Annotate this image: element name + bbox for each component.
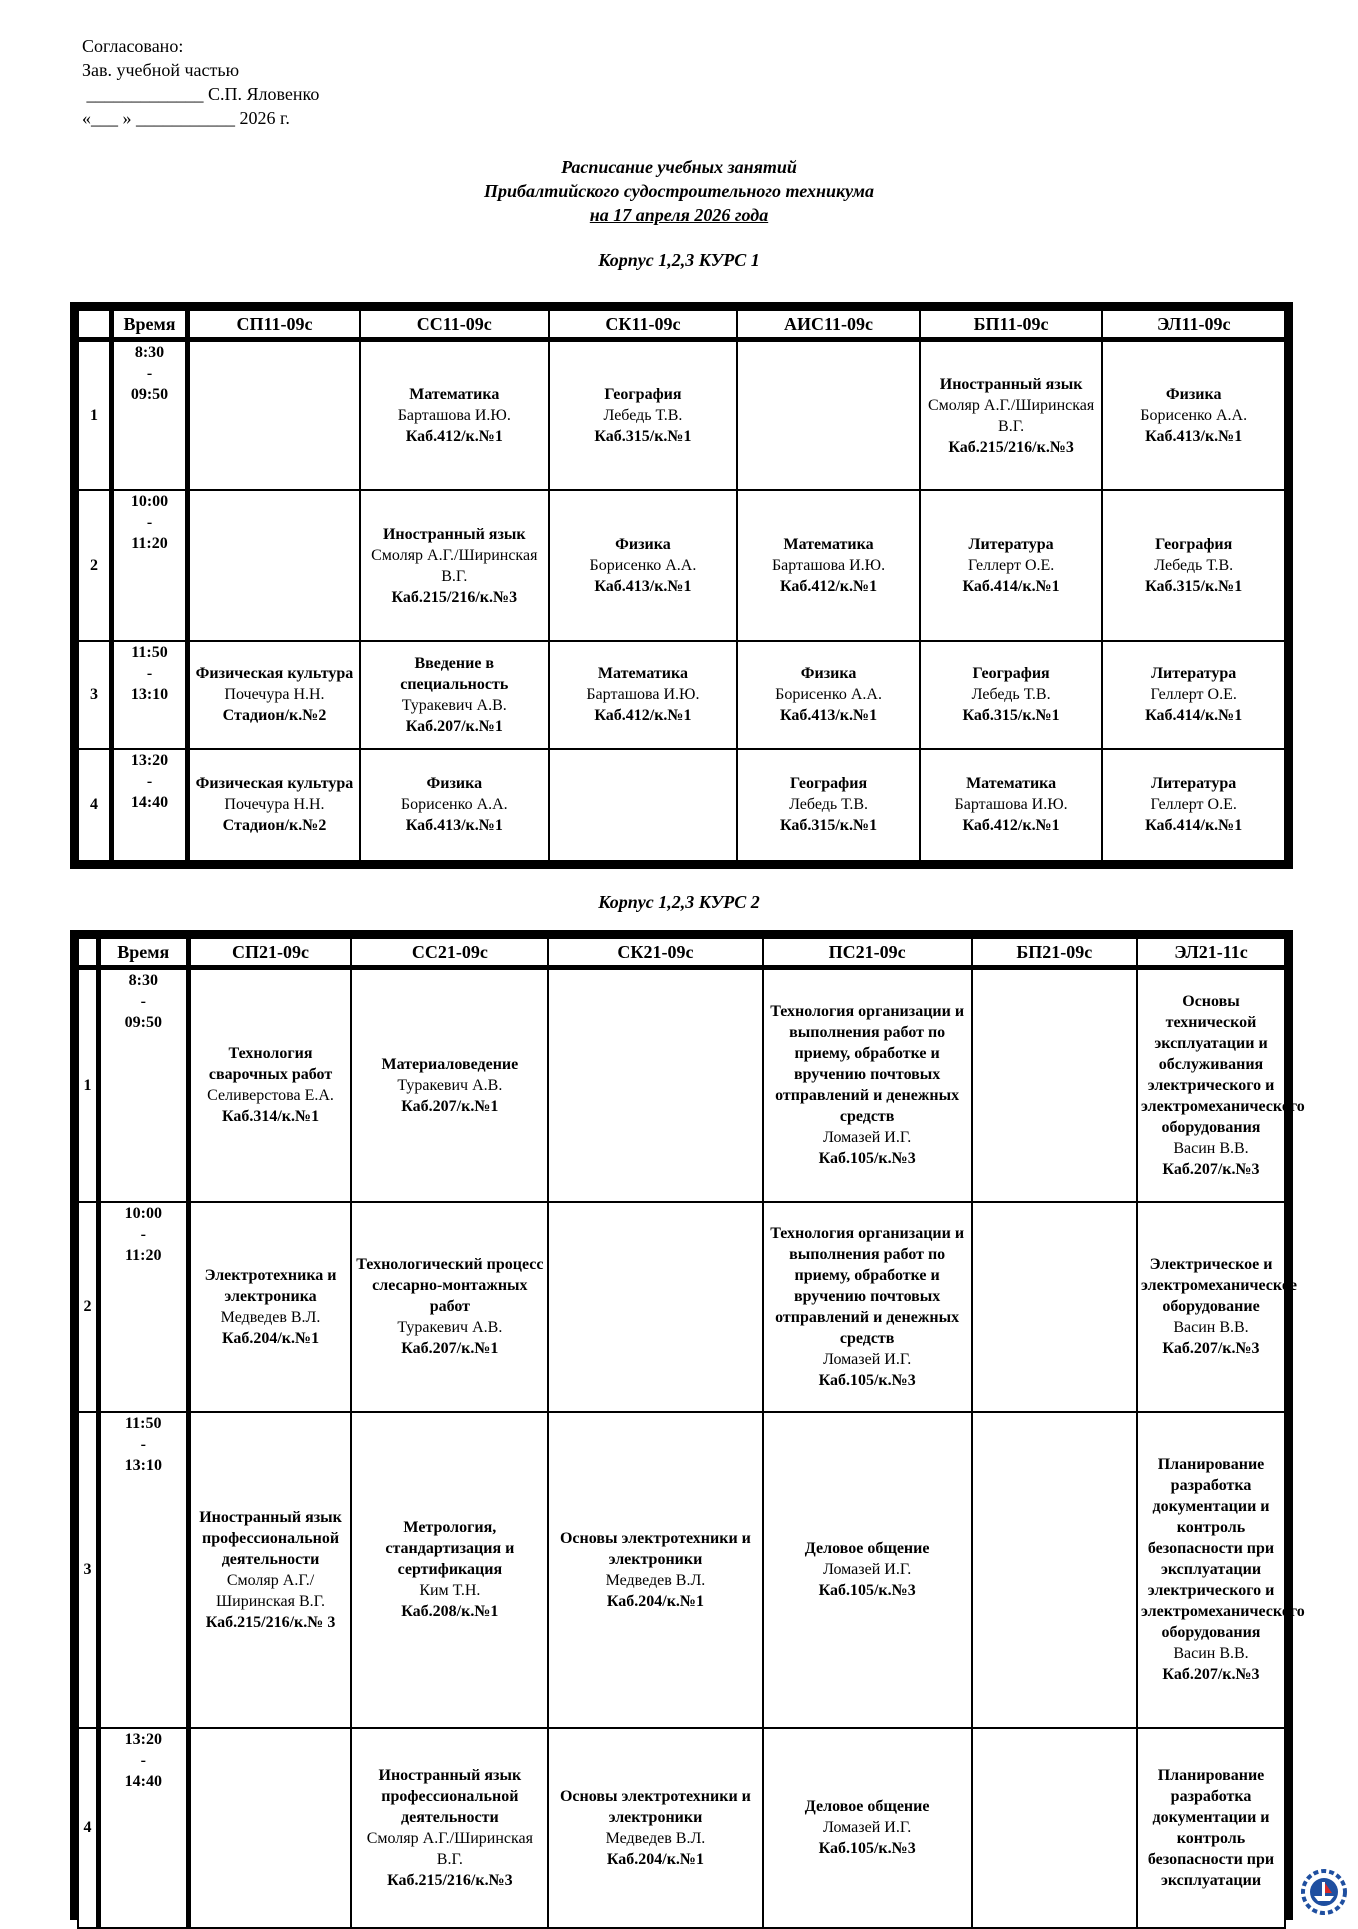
group-header: ЭЛ21-11с xyxy=(1137,938,1285,968)
time-separator: - xyxy=(146,514,153,532)
title-date: на 17 апреля 2026 года xyxy=(589,205,769,225)
subject-name: Физическая культура xyxy=(195,665,354,683)
approval-line: Согласовано: xyxy=(82,36,184,56)
group-header: БП11-09с xyxy=(920,310,1103,340)
teacher-name: Медведев В.Л. xyxy=(605,1571,706,1589)
teacher-name: Геллерт О.Е. xyxy=(967,557,1055,575)
lesson-number: 1 xyxy=(78,968,98,1202)
title-line: Расписание учебных занятий xyxy=(561,157,797,177)
subject-name: Планирование разработка документации и контроль безопасности при эксплуатации xyxy=(1147,1766,1275,1889)
lesson-number: 4 xyxy=(78,1728,98,1928)
time-start: 11:50 xyxy=(131,643,168,661)
lesson-number: 3 xyxy=(78,641,111,749)
subject-name: География xyxy=(1155,536,1233,554)
time-start: 13:20 xyxy=(124,1730,162,1748)
empty-cell xyxy=(548,968,762,1202)
lesson-number: 2 xyxy=(78,1202,98,1412)
time-start: 10:00 xyxy=(124,1204,162,1222)
course1-heading: Корпус 1,2,3 КУРС 1 xyxy=(598,250,760,270)
lesson-cell xyxy=(763,968,972,1202)
room-number: Стадион/к.№2 xyxy=(222,817,327,835)
subject-name: Основы электротехники и электроники xyxy=(559,1529,751,1568)
time-start: 8:30 xyxy=(134,344,165,361)
room-number: Каб.215/216/к.№3 xyxy=(387,1871,513,1889)
lesson-cell xyxy=(548,1412,762,1728)
lesson-cell xyxy=(920,749,1103,861)
lesson-cell xyxy=(188,1202,351,1412)
document-title xyxy=(0,155,1358,227)
room-number: Каб.413/к.№1 xyxy=(779,707,878,725)
lesson-cell xyxy=(1102,490,1285,641)
lesson-cell xyxy=(360,641,549,749)
lesson-cell xyxy=(351,1728,548,1928)
teacher-name: Смоляр А.Г./Ширинская В.Г. xyxy=(927,396,1095,435)
group-header: СП21-09с xyxy=(188,938,351,968)
lesson-cell xyxy=(351,1412,548,1728)
lesson-cell xyxy=(188,1412,351,1728)
lesson-time xyxy=(111,340,187,491)
subject-name: Физическая культура xyxy=(195,775,354,793)
lesson-cell xyxy=(360,749,549,861)
schedule-grid xyxy=(77,309,1286,862)
teacher-name: Лебедь Т.В. xyxy=(1154,557,1234,575)
teacher-name: Васин В.В. xyxy=(1173,1319,1249,1336)
room-number: Каб.207/к.№1 xyxy=(401,1340,499,1357)
lesson-cell xyxy=(548,1728,762,1928)
teacher-name: Смоляр А.Г./Ширинская В.Г. xyxy=(216,1571,326,1610)
approval-date-line: «___ » ___________ 2026 г. xyxy=(82,108,290,128)
lesson-cell xyxy=(360,490,549,641)
subject-name: Физика xyxy=(800,665,857,683)
lesson-cell xyxy=(351,968,548,1202)
lesson-cell xyxy=(1102,641,1285,749)
time-separator: - xyxy=(140,993,146,1010)
room-number: Каб.215/216/к.№3 xyxy=(391,588,518,606)
time-separator: - xyxy=(140,1751,146,1769)
subject-name: Материаловедение xyxy=(381,1055,519,1073)
room-number: Каб.215/216/к.№ 3 xyxy=(205,1613,336,1631)
course1-schedule-table xyxy=(70,302,1293,869)
room-number: Каб.413/к.№1 xyxy=(1145,428,1243,446)
lesson-cell xyxy=(360,340,549,491)
group-header: СК11-09с xyxy=(549,310,738,340)
empty-cell xyxy=(188,1728,351,1928)
subject-name: Математика xyxy=(409,386,500,404)
time-separator: - xyxy=(146,664,153,682)
time-end: 13:10 xyxy=(130,685,169,703)
subject-name: Литература xyxy=(968,536,1054,554)
time-start: 13:20 xyxy=(130,751,169,769)
subject-name: Математика xyxy=(597,665,688,683)
lesson-cell xyxy=(920,340,1103,491)
teacher-name: Туракевич А.В. xyxy=(397,1319,503,1336)
approval-line: Зав. учебной частью xyxy=(82,60,240,80)
lesson-time xyxy=(111,490,187,641)
approval-block xyxy=(82,34,319,130)
empty-cell xyxy=(737,340,920,491)
group-header: ЭЛ11-09с xyxy=(1102,310,1285,340)
lesson-cell xyxy=(1137,1728,1285,1928)
room-number: Каб.207/к.№3 xyxy=(1162,1340,1260,1357)
time-start: 8:30 xyxy=(128,972,158,989)
lesson-cell xyxy=(737,490,920,641)
subject-name: Технология сварочных работ xyxy=(208,1045,333,1084)
room-number: Каб.105/к.№3 xyxy=(818,1371,916,1389)
room-number: Каб.413/к.№1 xyxy=(405,817,503,835)
room-number: Каб.215/216/к.№3 xyxy=(948,438,1074,456)
room-number: Каб.315/к.№1 xyxy=(779,817,878,835)
room-number: Каб.204/к.№1 xyxy=(221,1329,320,1347)
empty-cell xyxy=(972,1412,1137,1728)
subject-name: Литература xyxy=(1151,775,1237,793)
lesson-row xyxy=(78,1202,1285,1412)
empty-cell xyxy=(972,1728,1137,1928)
lesson-cell xyxy=(188,641,360,749)
lesson-time xyxy=(98,1728,188,1928)
room-number: Каб.204/к.№1 xyxy=(606,1850,704,1868)
lesson-cell xyxy=(920,490,1103,641)
room-number: Каб.207/к.№1 xyxy=(405,717,503,735)
room-number: Каб.315/к.№1 xyxy=(962,707,1060,725)
lesson-time xyxy=(111,749,187,861)
header-time: Время xyxy=(98,938,188,968)
room-number: Каб.414/к.№1 xyxy=(962,578,1060,596)
empty-cell xyxy=(188,490,360,641)
room-number: Каб.412/к.№1 xyxy=(779,578,878,596)
time-start: 10:00 xyxy=(130,493,169,511)
teacher-name: Ким Т.Н. xyxy=(419,1582,481,1599)
subject-name: География xyxy=(604,386,682,404)
time-end: 14:40 xyxy=(124,1772,162,1790)
teacher-name: Ломазей И.Г. xyxy=(823,1129,912,1147)
subject-name: Иностранный язык xyxy=(382,525,526,543)
lesson-cell xyxy=(763,1728,972,1928)
lesson-cell xyxy=(351,1202,548,1412)
time-end: 09:50 xyxy=(124,1014,162,1031)
room-number: Каб.414/к.№1 xyxy=(1145,707,1243,725)
subject-name: Иностранный язык профессиональной деятельности xyxy=(199,1508,342,1568)
teacher-name: Барташова И.Ю. xyxy=(954,796,1068,814)
time-separator: - xyxy=(140,1435,146,1453)
empty-cell xyxy=(972,1202,1137,1412)
lesson-row xyxy=(78,1728,1285,1928)
lesson-time xyxy=(98,968,188,1202)
teacher-name: Ломазей И.Г. xyxy=(823,1819,912,1836)
group-header: СС11-09с xyxy=(360,310,549,340)
teacher-name: Барташова И.Ю. xyxy=(771,557,886,575)
room-number: Каб.412/к.№1 xyxy=(405,428,503,446)
subject-name: Метрология, стандартизация и сертификация xyxy=(385,1519,515,1578)
lesson-row xyxy=(78,641,1285,749)
lesson-cell xyxy=(188,749,360,861)
teacher-name: Медведев В.Л. xyxy=(220,1308,321,1326)
time-end: 13:10 xyxy=(124,1456,162,1474)
lesson-time xyxy=(98,1412,188,1728)
subject-name: Математика xyxy=(783,536,874,554)
teacher-name: Смоляр А.Г./Ширинская В.Г. xyxy=(371,546,538,585)
room-number: Каб.207/к.№1 xyxy=(401,1097,499,1115)
time-end: 14:40 xyxy=(130,793,169,811)
time-end: 09:50 xyxy=(130,386,169,403)
room-number: Каб.207/к.№3 xyxy=(1162,1666,1260,1683)
group-header: СС21-09с xyxy=(351,938,548,968)
lesson-cell xyxy=(1137,1202,1298,1412)
teacher-name: Ломазей И.Г. xyxy=(823,1350,912,1368)
college-logo-icon xyxy=(1300,1868,1348,1916)
lesson-number: 3 xyxy=(78,1412,98,1728)
header-time: Время xyxy=(111,310,187,340)
teacher-name: Геллерт О.Е. xyxy=(1150,796,1237,814)
teacher-name: Васин В.В. xyxy=(1173,1139,1249,1157)
group-header: СП11-09с xyxy=(188,310,360,340)
subject-name: Электрическое и электромеханическое оборудование xyxy=(1141,1256,1298,1315)
subject-name: Физика xyxy=(426,775,483,793)
title-line: Прибалтийского судостроительного техникума xyxy=(484,181,874,201)
subject-name: Технологический процесс слесарно-монтажных работ xyxy=(356,1256,544,1315)
subject-name: Основы электротехники и электроники xyxy=(559,1787,751,1826)
subject-name: Электротехника и электроника xyxy=(204,1266,337,1305)
subject-name: Технология организации и выполнения работ по приему, обработке и вручению почтовых отправлений и денежных средств xyxy=(770,1224,965,1347)
lesson-cell xyxy=(1137,968,1305,1202)
lesson-row xyxy=(78,749,1285,861)
room-number: Каб.105/к.№3 xyxy=(818,1150,916,1168)
teacher-name: Почечура Н.Н. xyxy=(224,796,325,814)
lesson-row xyxy=(78,490,1285,641)
subject-name: География xyxy=(789,775,868,793)
lesson-time xyxy=(111,641,187,749)
lesson-cell xyxy=(763,1202,972,1412)
room-number: Каб.105/к.№3 xyxy=(818,1582,916,1599)
lesson-cell xyxy=(1137,1412,1305,1728)
subject-name: Физика xyxy=(615,536,671,554)
subject-name: Технология организации и выполнения работ по приему, обработке и вручению почтовых отправлений и денежных средств xyxy=(770,1003,965,1126)
subject-name: Введение в специальность xyxy=(400,654,509,693)
room-number: Каб.412/к.№1 xyxy=(962,817,1060,835)
room-number: Каб.315/к.№1 xyxy=(594,428,692,446)
subject-name: Иностранный язык профессиональной деятельности xyxy=(378,1766,522,1826)
room-number: Каб.315/к.№1 xyxy=(1145,578,1243,596)
time-separator: - xyxy=(140,1225,146,1243)
teacher-name: Барташова И.Ю. xyxy=(586,686,700,704)
time-separator: - xyxy=(146,365,153,382)
approval-signature-line: _____________ С.П. Яловенко xyxy=(82,84,320,104)
teacher-name: Лебедь Т.В. xyxy=(789,796,869,814)
room-number: Каб.207/к.№3 xyxy=(1162,1160,1260,1178)
subject-name: Физика xyxy=(1165,386,1222,404)
lesson-cell xyxy=(763,1412,972,1728)
teacher-name: Ломазей И.Г. xyxy=(823,1561,912,1578)
course2-heading: Корпус 1,2,3 КУРС 2 xyxy=(598,892,760,912)
group-header: ПС21-09с xyxy=(763,938,972,968)
teacher-name: Барташова И.Ю. xyxy=(397,407,511,425)
teacher-name: Смоляр А.Г./Ширинская В.Г. xyxy=(366,1829,533,1868)
time-end: 11:20 xyxy=(125,1246,162,1264)
teacher-name: Борисенко А.А. xyxy=(1140,407,1248,425)
subject-name: Иностранный язык xyxy=(939,375,1083,393)
teacher-name: Васин В.В. xyxy=(1173,1645,1249,1662)
room-number: Каб.412/к.№1 xyxy=(594,707,692,725)
lesson-cell xyxy=(920,641,1103,749)
room-number: Каб.413/к.№1 xyxy=(594,578,692,596)
teacher-name: Туракевич А.В. xyxy=(401,696,507,714)
room-number: Каб.314/к.№1 xyxy=(221,1108,320,1126)
teacher-name: Почечура Н.Н. xyxy=(224,686,325,704)
teacher-name: Лебедь Т.В. xyxy=(603,407,683,425)
room-number: Стадион/к.№2 xyxy=(222,707,327,725)
lesson-time xyxy=(98,1202,188,1412)
lesson-row xyxy=(78,968,1285,1202)
lesson-number: 4 xyxy=(78,749,111,861)
subject-name: Основы технической эксплуатации и обслуживания электрического и электромеханического оборудования xyxy=(1141,992,1305,1136)
subject-name: Деловое общение xyxy=(804,1540,930,1557)
empty-cell xyxy=(548,1202,762,1412)
header-number-cell xyxy=(78,938,98,968)
lesson-row xyxy=(78,1412,1285,1728)
group-header: СК21-09с xyxy=(548,938,762,968)
teacher-name: Селиверстова Е.А. xyxy=(207,1087,334,1105)
room-number: Каб.414/к.№1 xyxy=(1145,817,1243,835)
time-start: 11:50 xyxy=(125,1414,162,1432)
lesson-cell xyxy=(549,340,738,491)
time-end: 11:20 xyxy=(131,535,168,553)
room-number: Каб.204/к.№1 xyxy=(606,1592,704,1610)
subject-name: Деловое общение xyxy=(804,1798,930,1815)
subject-name: Планирование разработка документации и контроль безопасности при эксплуатации электрического и электромеханического оборудования xyxy=(1141,1456,1305,1641)
lesson-number: 2 xyxy=(78,490,111,641)
subject-name: Математика xyxy=(966,775,1057,793)
lesson-cell xyxy=(737,749,920,861)
subject-name: Литература xyxy=(1151,665,1237,683)
lesson-cell xyxy=(737,641,920,749)
lesson-cell xyxy=(549,641,738,749)
lesson-number: 1 xyxy=(78,340,111,491)
course2-schedule-table xyxy=(70,930,1305,1920)
teacher-name: Борисенко А.А. xyxy=(775,686,882,704)
time-separator: - xyxy=(146,772,153,790)
group-header: БП21-09с xyxy=(972,938,1137,968)
teacher-name: Медведев В.Л. xyxy=(605,1829,706,1847)
lesson-cell xyxy=(1102,749,1285,861)
teacher-name: Геллерт О.Е. xyxy=(1150,686,1237,704)
empty-cell xyxy=(549,749,738,861)
lesson-cell xyxy=(1102,340,1285,491)
teacher-name: Борисенко А.А. xyxy=(400,796,508,814)
room-number: Каб.208/к.№1 xyxy=(401,1603,499,1620)
lesson-cell xyxy=(549,490,738,641)
subject-name: География xyxy=(972,665,1050,683)
room-number: Каб.105/к.№3 xyxy=(818,1840,916,1857)
teacher-name: Лебедь Т.В. xyxy=(971,686,1051,704)
group-header: АИС11-09с xyxy=(737,310,920,340)
teacher-name: Борисенко А.А. xyxy=(589,557,697,575)
lesson-cell xyxy=(188,968,351,1202)
schedule-grid xyxy=(77,937,1305,1929)
empty-cell xyxy=(188,340,360,491)
header-number-cell xyxy=(78,310,111,340)
teacher-name: Туракевич А.В. xyxy=(397,1076,503,1094)
lesson-row xyxy=(78,340,1285,491)
empty-cell xyxy=(972,968,1137,1202)
